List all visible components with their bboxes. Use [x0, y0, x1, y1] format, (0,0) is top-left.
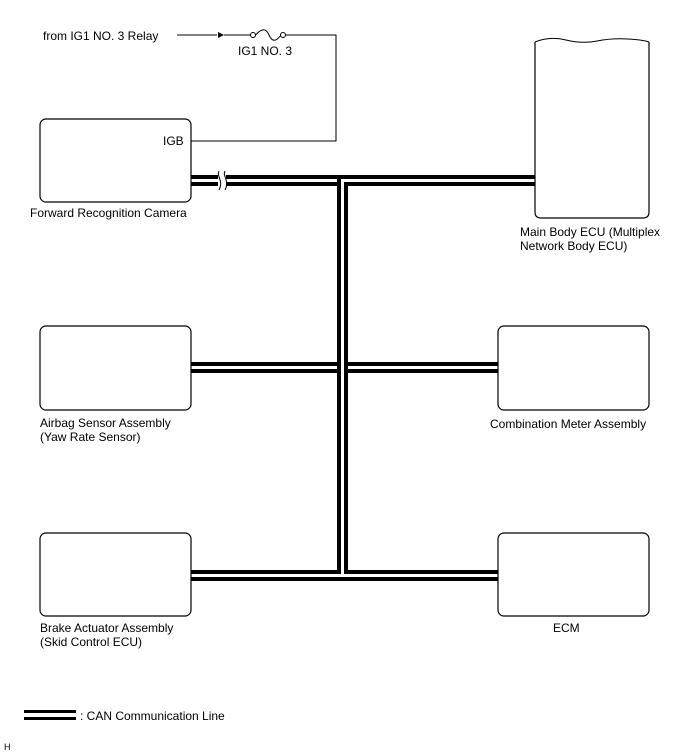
- brake-actuator-label-line2: (Skid Control ECU): [40, 635, 143, 649]
- legend-can-line-symbol: [24, 710, 76, 713]
- arrow-icon: [218, 32, 224, 38]
- main-body-ecu-label-line1: Main Body ECU (Multiplex: [520, 225, 661, 239]
- brake-actuator-label-line1: Brake Actuator Assembly: [40, 621, 174, 635]
- forward-recognition-camera-label: Forward Recognition Camera: [30, 206, 187, 220]
- airbag-sensor-label-line2: (Yaw Rate Sensor): [40, 430, 141, 444]
- forward-recognition-camera-box: [40, 119, 191, 202]
- main-body-ecu-label-line2: Network Body ECU): [520, 239, 628, 253]
- legend: [24, 709, 225, 723]
- combination-meter-label: Combination Meter Assembly: [490, 417, 647, 431]
- fuse-label: IG1 NO. 3: [238, 44, 293, 58]
- can-line-airbag: [191, 362, 341, 373]
- diagram-code-mark: H: [4, 742, 11, 752]
- airbag-sensor-assembly-box: [40, 326, 191, 410]
- ecm-label: ECM: [553, 621, 580, 635]
- can-line-camera: [191, 175, 341, 186]
- can-line-combination-meter: [348, 362, 498, 373]
- can-bus: [191, 171, 535, 581]
- cut-edge-line: [535, 38, 649, 42]
- fuse-icon: [251, 30, 286, 41]
- igb-terminal-label: IGB: [163, 134, 184, 148]
- relay-source-label: from IG1 NO. 3 Relay: [43, 29, 159, 43]
- can-line-ecm: [344, 570, 498, 574]
- can-line-main-body-ecu: [341, 175, 535, 186]
- break-mark-icon: [218, 171, 226, 190]
- ecm-box: [498, 533, 649, 616]
- main-body-ecu-box: [535, 42, 649, 218]
- brake-actuator-assembly-box: [40, 533, 191, 616]
- airbag-sensor-label-line1: Airbag Sensor Assembly: [40, 416, 171, 430]
- combination-meter-assembly-box: [498, 326, 649, 410]
- legend-can-line-label: : CAN Communication Line: [80, 709, 225, 723]
